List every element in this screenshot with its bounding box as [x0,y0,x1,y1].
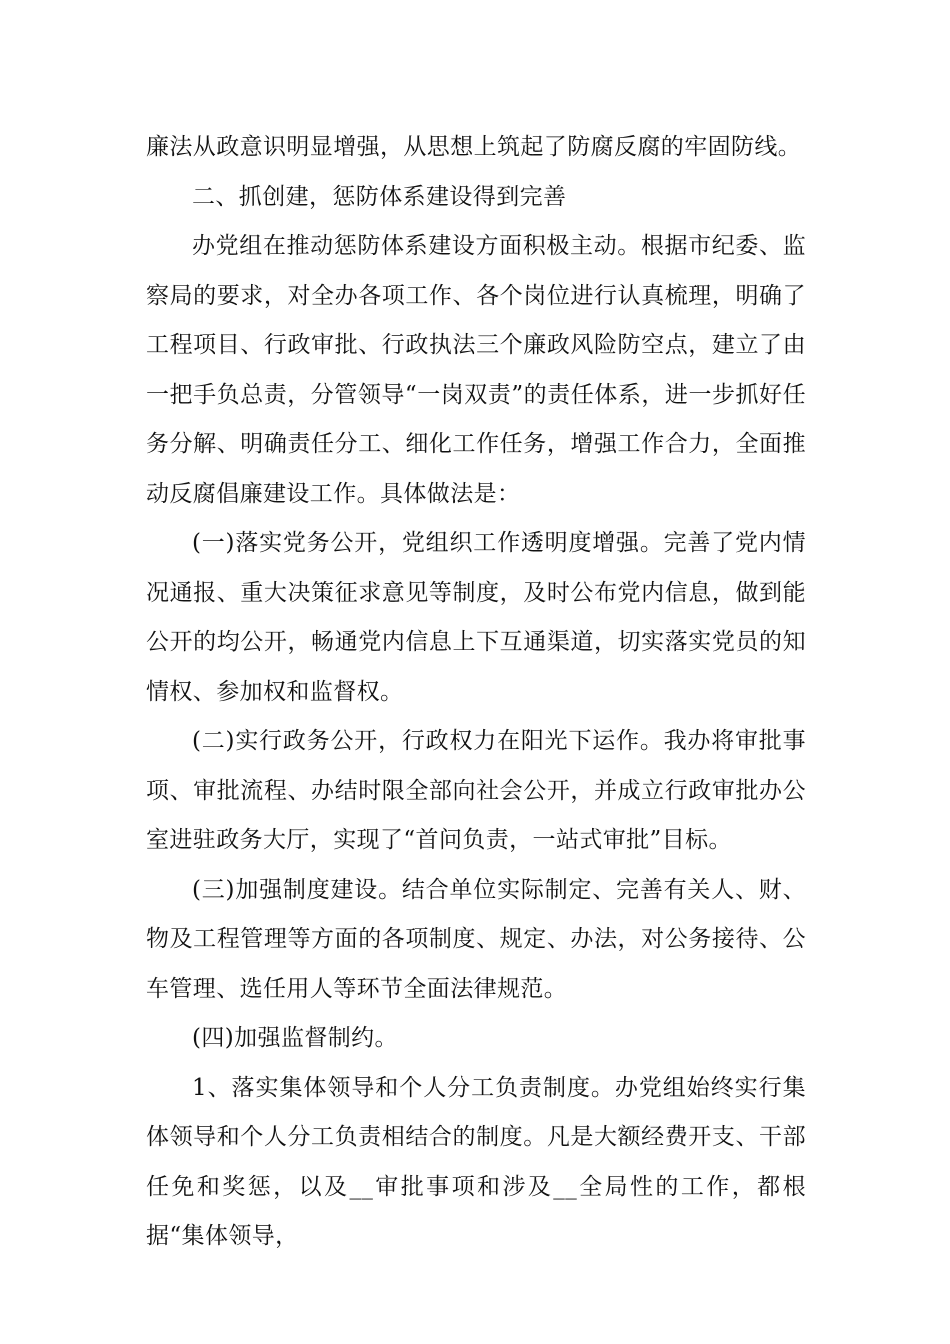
paragraph-8: 1、落实集体领导和个人分工负责制度。办党组始终实行集体领导和个人分工负责相结合的制度。凡是大额经费开支、干部任免和奖惩，以及__审批事项和涉及__全局性的工作，都根据“集体领导， [146,1074,806,1249]
section-heading: 二、抓创建，惩防体系建设得到完善 [192,183,567,210]
document-body [146,123,806,1262]
paragraph-5: (二)实行政务公开，行政权力在阳光下运作。我办将审批事项、审批流程、办结时限全部向社会公开，并成立行政审批办公室进驻政务大厅，实现了“首问负责，一站式审批”目标。 [146,728,806,853]
paragraph-1: 廉法从政意识明显增强，从思想上筑起了防腐反腐的牢固防线。 [146,134,802,160]
paragraph-4: (一)落实党务公开，党组织工作透明度增强。完善了党内情况通报、重大决策征求意见等制度，及时公布党内信息，做到能公开的均公开，畅通党内信息上下互通渠道，切实落实党员的知情权、参加权和监督权。 [146,530,806,705]
paragraph-3: 办党组在推动惩防体系建设方面积极主动。根据市纪委、监察局的要求，对全办各项工作、各个岗位进行认真梳理，明确了工程项目、行政审批、行政执法三个廉政风险防空点，建立了由一把手负总责，分管领导“一岗双责”的责任体系，进一步抓好任务分解、明确责任分工、细化工作任务，增强工作合力，全面推动反腐倡廉建设工作。具体做法是： [146,233,806,507]
paragraph-7: (四)加强监督制约。 [192,1025,398,1051]
paragraph-6: (三)加强制度建设。结合单位实际制定、完善有关人、财、物及工程管理等方面的各项制度、规定、办法，对公务接待、公车管理、选任用人等环节全面法律规范。 [146,876,806,1002]
